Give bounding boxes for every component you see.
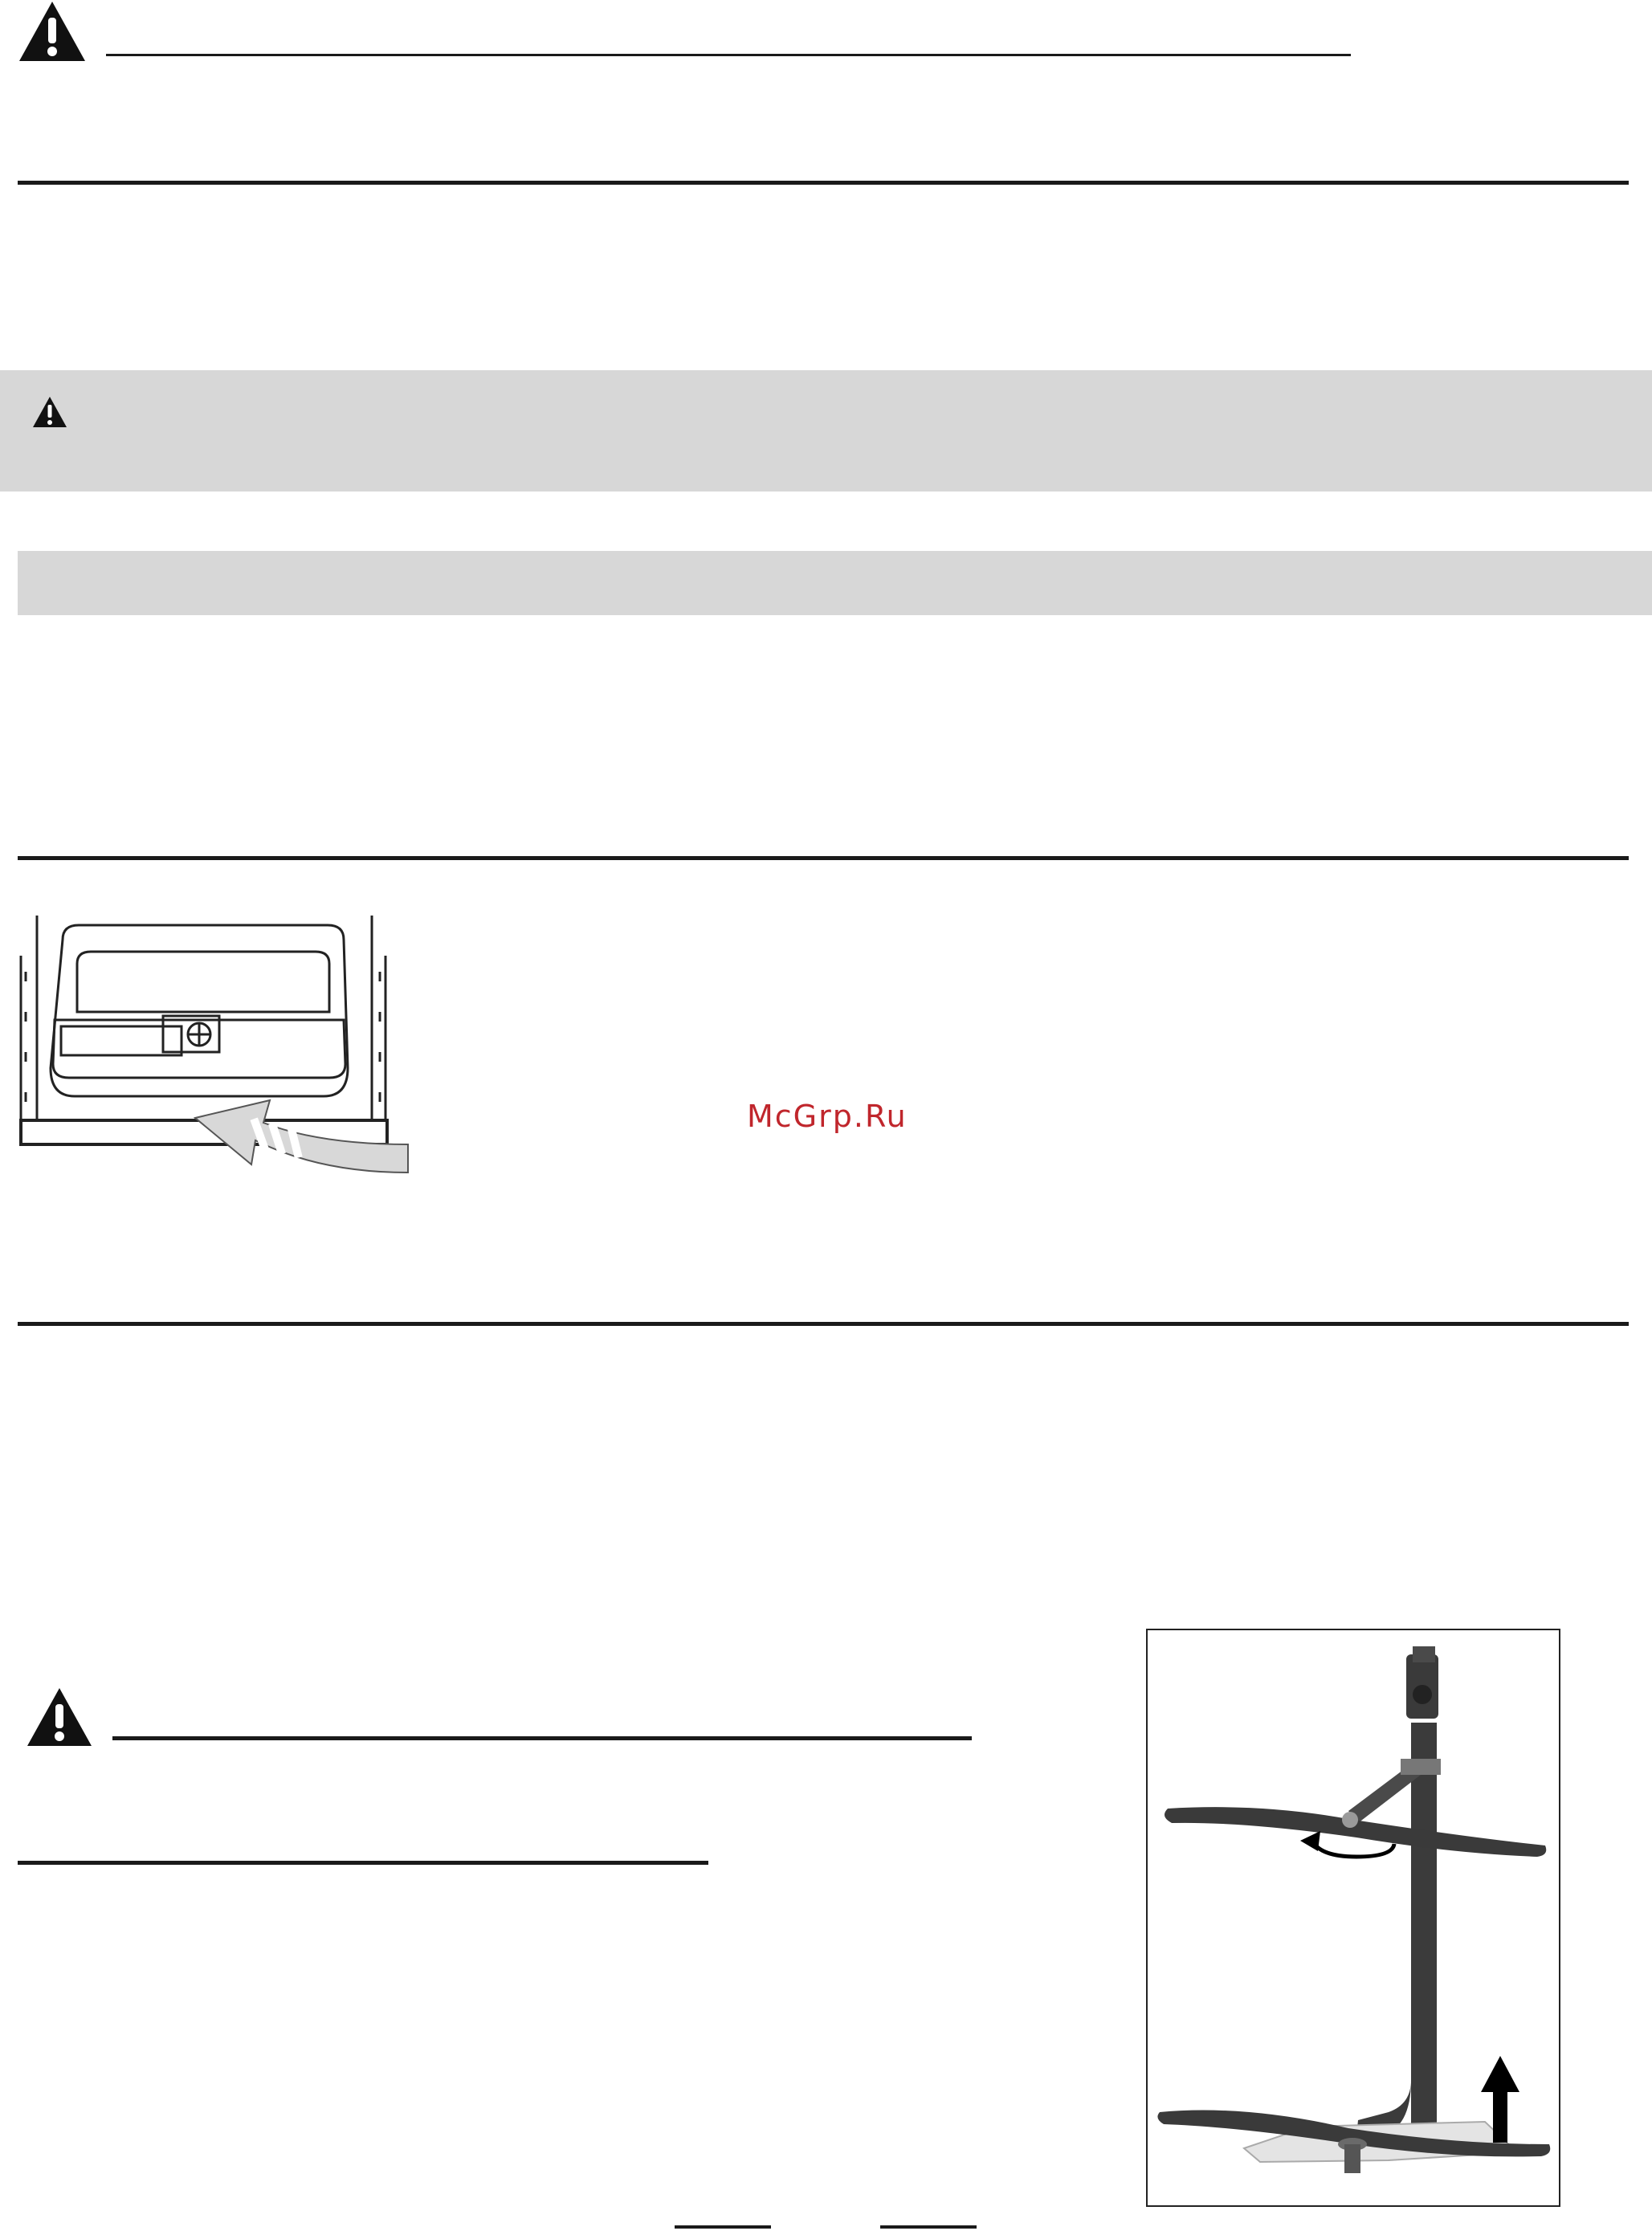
spray-arm-illustration xyxy=(1148,1630,1559,2205)
section-divider xyxy=(18,1322,1629,1326)
footer-underline-right xyxy=(880,2225,977,2229)
subheading-underline xyxy=(18,1861,708,1865)
footer-underline-left xyxy=(675,2225,771,2229)
warning-note-band xyxy=(0,370,1652,491)
warning-icon xyxy=(32,396,67,428)
filter-removal-illustration xyxy=(14,907,416,1189)
watermark: McGrp.Ru xyxy=(747,1099,908,1134)
warning-icon xyxy=(26,1686,93,1748)
section-heading-band xyxy=(18,551,1652,615)
warning-icon xyxy=(18,0,87,63)
section-divider xyxy=(18,856,1629,860)
warning-underline xyxy=(106,54,1351,56)
warning-underline xyxy=(112,1736,972,1740)
spray-arm-figure xyxy=(1146,1629,1560,2207)
section-divider xyxy=(18,181,1629,185)
